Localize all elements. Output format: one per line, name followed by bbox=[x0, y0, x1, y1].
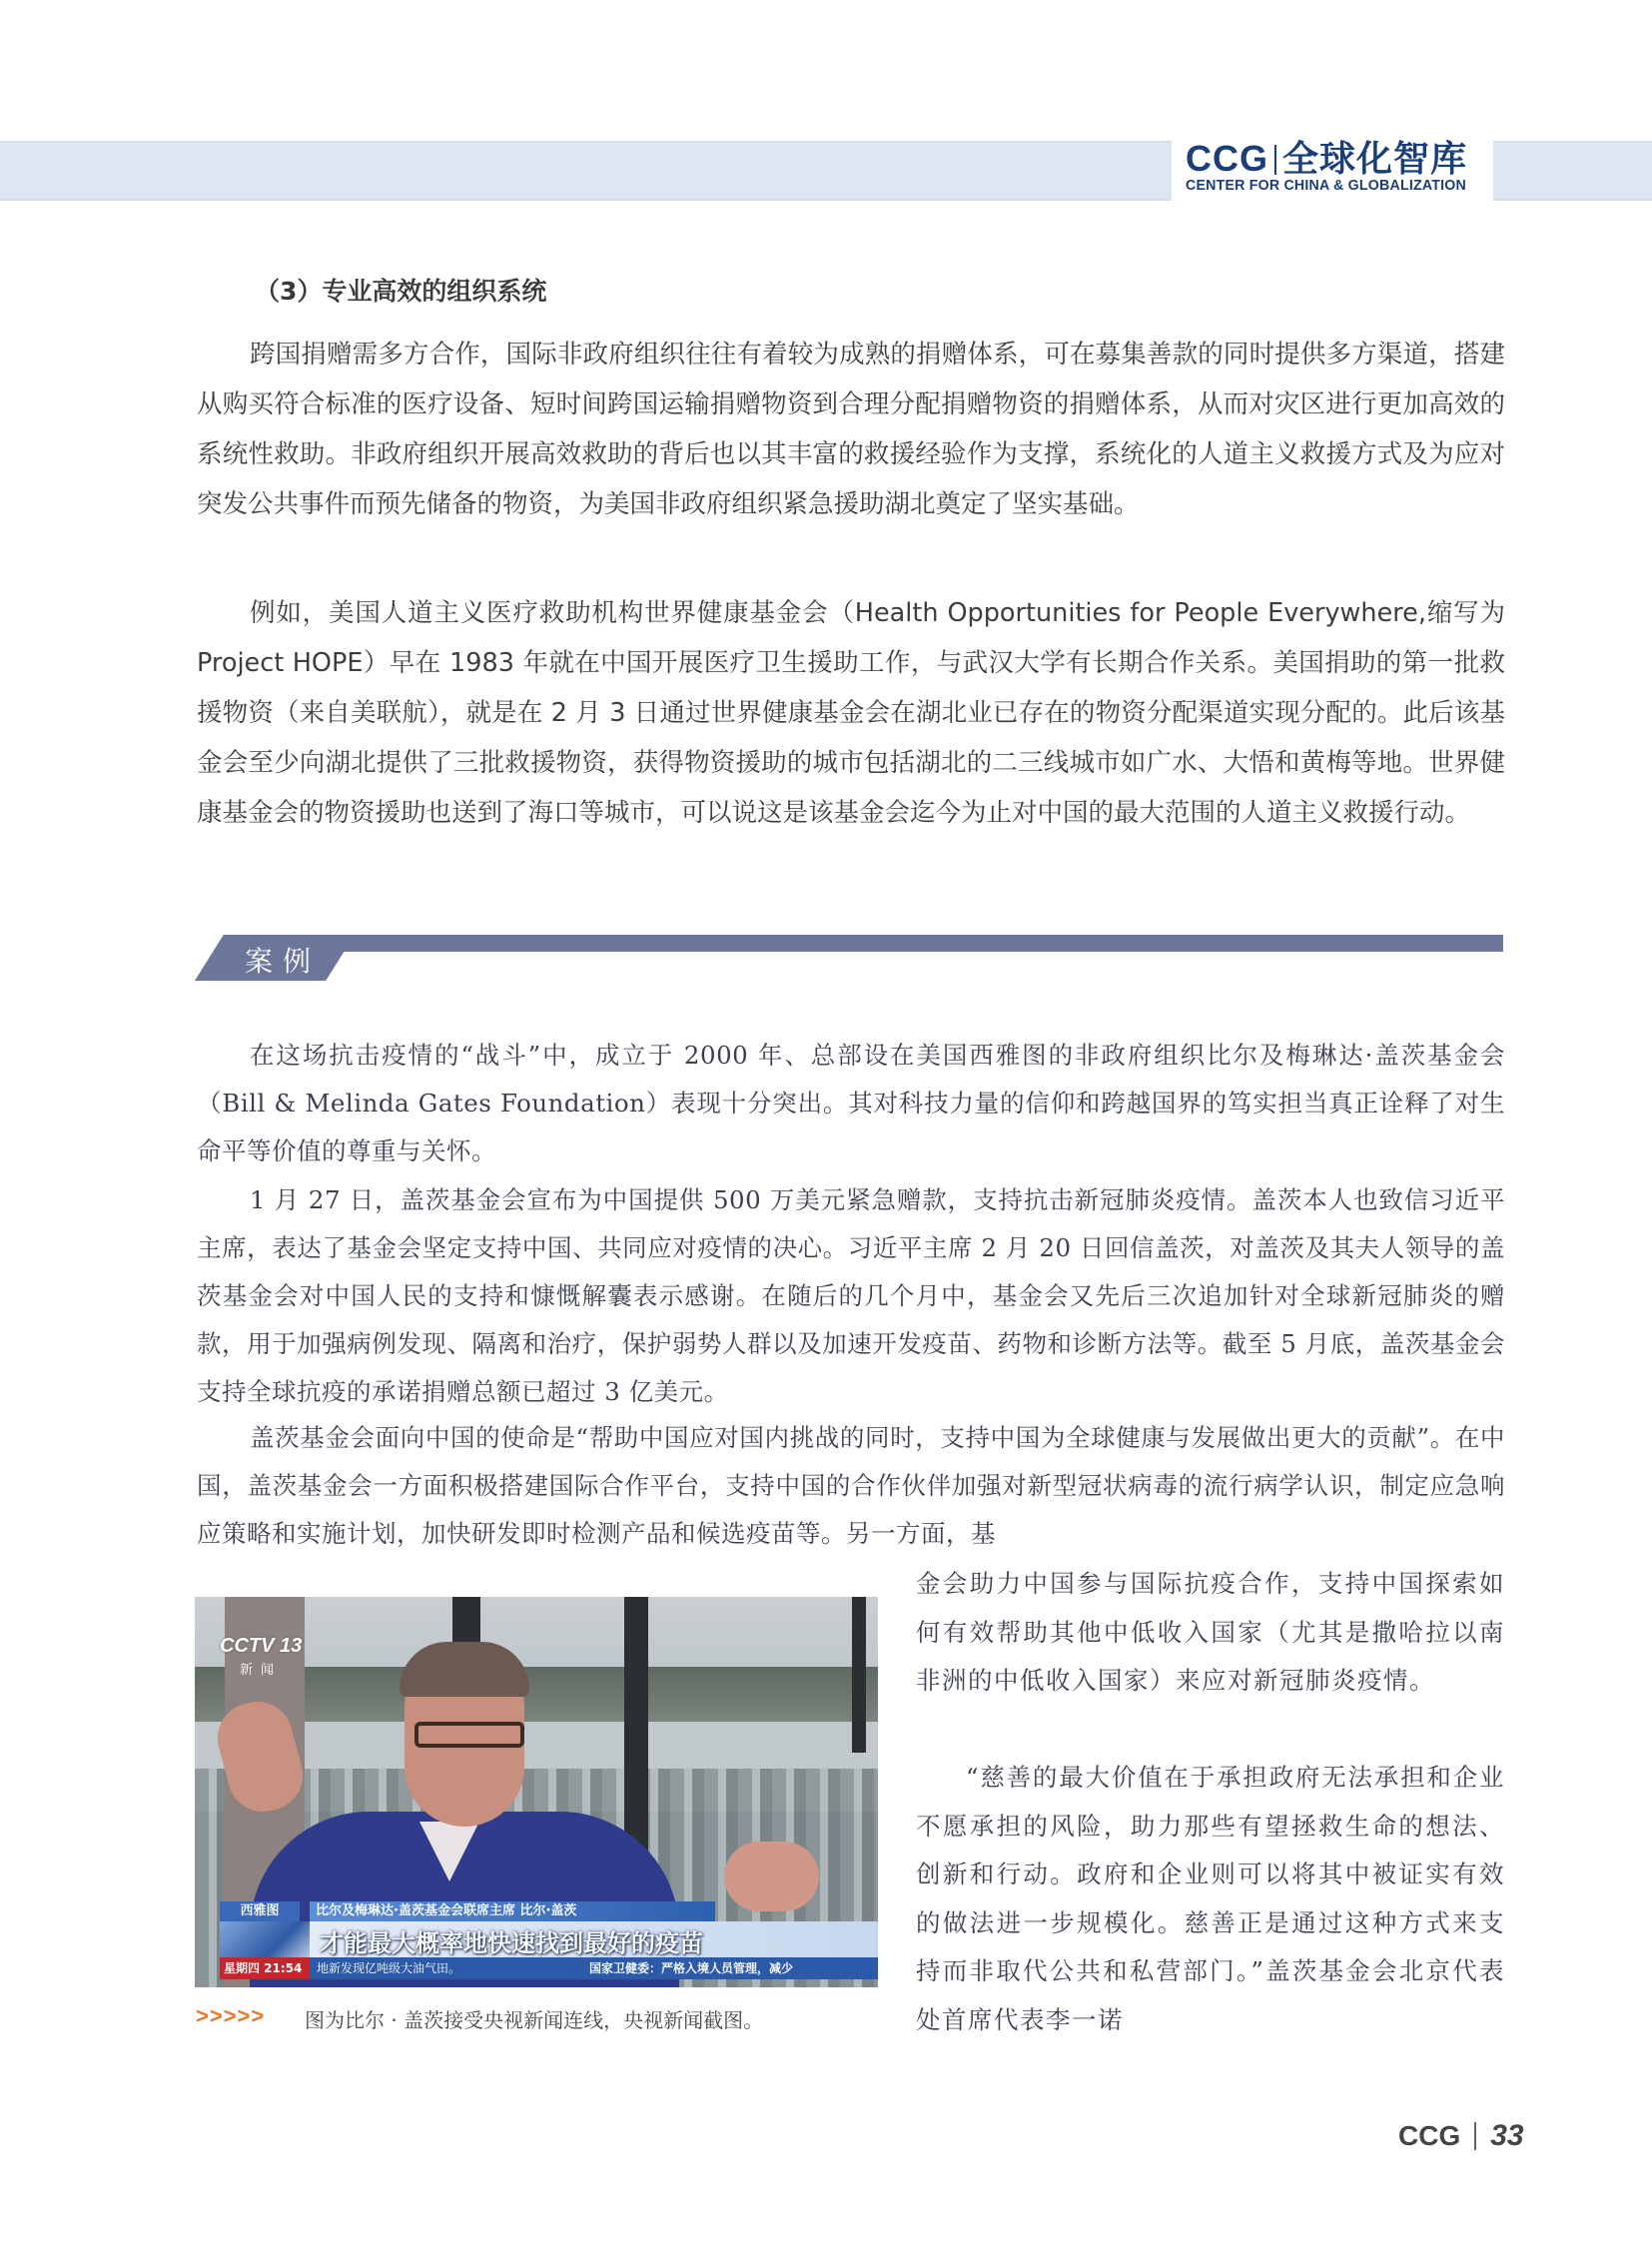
case-narrow-paragraph-1: 金会助力中国参与国际抗疫合作，支持中国探索如何有效帮助其他中低收入国家（尤其是撒哈拉以南非洲的中低收入国家）来应对新冠肺炎疫情。 bbox=[916, 1569, 1505, 1695]
case-narrow-paragraph-2: “慈善的最大价值在于承担政府无法承担和企业不愿承担的风险，助力那些有望拯救生命的想法、创新和行动。政府和企业则可以将其中被证实有效的做法进一步规模化。慈善正是通过这种方式来支持而非取代公共和私营部门。”盖茨基金会北京代表处首席代表李一诺 bbox=[916, 1763, 1505, 2034]
section-paragraph-1: 跨国捐赠需多方合作，国际非政府组织往往有着较为成熟的捐赠体系，可在募集善款的同时提供多方渠道，搭建从购买符合标准的医疗设备、短时间跨国运输捐赠物资到合理分配捐赠物资的捐赠体系，从而对灾区进行更加高效的系统性救助。非政府组织开展高效救助的背后也以其丰富的救援经验作为支撑，系统化的人道主义救援方式及为应对突发公共事件而预先储备的物资，为美国非政府组织紧急援助湖北奠定了坚实基础。 bbox=[197, 340, 1505, 519]
cctv-logo: CCTV 13 bbox=[220, 1635, 303, 1657]
news-headline: 才能最大概率地快速找到最好的疫苗 bbox=[320, 1929, 703, 1957]
footer-logo: CCG bbox=[1398, 2120, 1461, 2151]
name-tag: 比尔及梅琳达·盖茨基金会联席主席 比尔·盖茨 bbox=[310, 1901, 715, 1921]
logo-title bbox=[1186, 140, 1467, 178]
logo-chinese: 全球化智库 bbox=[1282, 138, 1468, 179]
news-screenshot-photo bbox=[195, 1597, 878, 1987]
logo-divider bbox=[1274, 145, 1276, 175]
page-number: 33 bbox=[1490, 2119, 1524, 2152]
photo-person-glasses bbox=[414, 1722, 524, 1748]
case-paragraph-1: 在这场抗击疫情的“战斗”中，成立于 2000 年、总部设在美国西雅图的非政府组织比尔及梅琳达·盖茨基金会（Bill & Melinda Gates Foundation）表现十分突出。其对科技力量的信仰和跨越国界的笃实担当真正诠释了对生命平等价值的尊重与关怀。 bbox=[197, 1041, 1505, 1165]
logo-main: CCG bbox=[1186, 138, 1268, 179]
ccg-logo bbox=[1172, 136, 1493, 202]
day-time: 星期四 21:54 bbox=[220, 1957, 310, 1979]
footer-divider bbox=[1474, 2122, 1476, 2150]
page-footer bbox=[1398, 2119, 1524, 2153]
photo-person-hair bbox=[400, 1642, 529, 1697]
location-tag: 西雅图 bbox=[220, 1901, 300, 1921]
case-paragraph-3: 盖茨基金会面向中国的使命是“帮助中国应对国内挑战的同时，支持中国为全球健康与发展做出更大的贡献”。在中国，盖茨基金会一方面积极搭建国际合作平台，支持中国的合作伙伴加强对新型冠状病毒的流行病学认识，制定应急响应策略和实施计划，加快研发即时检测产品和候选疫苗等。另一方面，基 bbox=[197, 1423, 1505, 1548]
case-banner-bar bbox=[235, 935, 1503, 952]
section-paragraph-2: 例如，美国人道主义医疗救助机构世界健康基金会（Health Opportunities for People Everywhere,缩写为 Project HOPE）早在 1983 年就在中国开展医疗卫生援助工作，与武汉大学有长期合作关系。美国捐助的第一批救援物资（来自美联航），就是在 2 月 3 日通过世界健康基金会在湖北业已存在的物资分配渠道实现分配的。此后该基金会至少向湖北提供了三批救援物资，获得物资援助的城市包括湖北的二三线城市如广水、大悟和黄梅等地。世界健康基金会的物资援助也送到了海口等城市，可以说这是该基金会迄今为止对中国的最大范围的人道主义救援行动。 bbox=[197, 598, 1505, 828]
logo-subtitle: CENTER FOR CHINA & GLOBALIZATION bbox=[1186, 178, 1466, 194]
case-paragraph-2: 1 月 27 日，盖茨基金会宣布为中国提供 500 万美元紧急赠款，支持抗击新冠肺炎疫情。盖茨本人也致信习近平主席，表达了基金会坚定支持中国、共同应对疫情的决心。习近平主席 2 月 20 日回信盖茨，对盖茨及其夫人领导的盖茨基金会对中国人民的支持和慷慨解囊表示感谢。在随后的几个月中，基金会又先后三次追加针对全球新冠肺炎的赠款，用于加强病例发现、隔离和治疗，保护弱势人群以及加速开发疫苗、药物和诊断方法等。截至 5 月底，盖茨基金会支持全球抗疫的承诺捐赠总额已超过 3 亿美元。 bbox=[197, 1185, 1505, 1406]
section-title: （3）专业高效的组织系统 bbox=[255, 277, 547, 306]
case-label: 案例 bbox=[245, 945, 322, 978]
case-banner bbox=[195, 935, 1503, 981]
caption-arrows-icon: >>>>> bbox=[196, 2003, 266, 2028]
news-lower-third bbox=[195, 1901, 878, 1987]
ticker-text-1: 地新发现亿吨级大油气田。 bbox=[317, 1961, 461, 1975]
cctv-logo-sub: 新闻 bbox=[240, 1663, 283, 1678]
ticker-text-2: 国家卫健委：严格入境人员管理，减少 bbox=[589, 1961, 794, 1975]
photo-window-frame bbox=[852, 1597, 866, 1753]
photo-caption: 图为比尔 · 盖茨接受央视新闻连线，央视新闻截图。 bbox=[305, 2008, 764, 2032]
